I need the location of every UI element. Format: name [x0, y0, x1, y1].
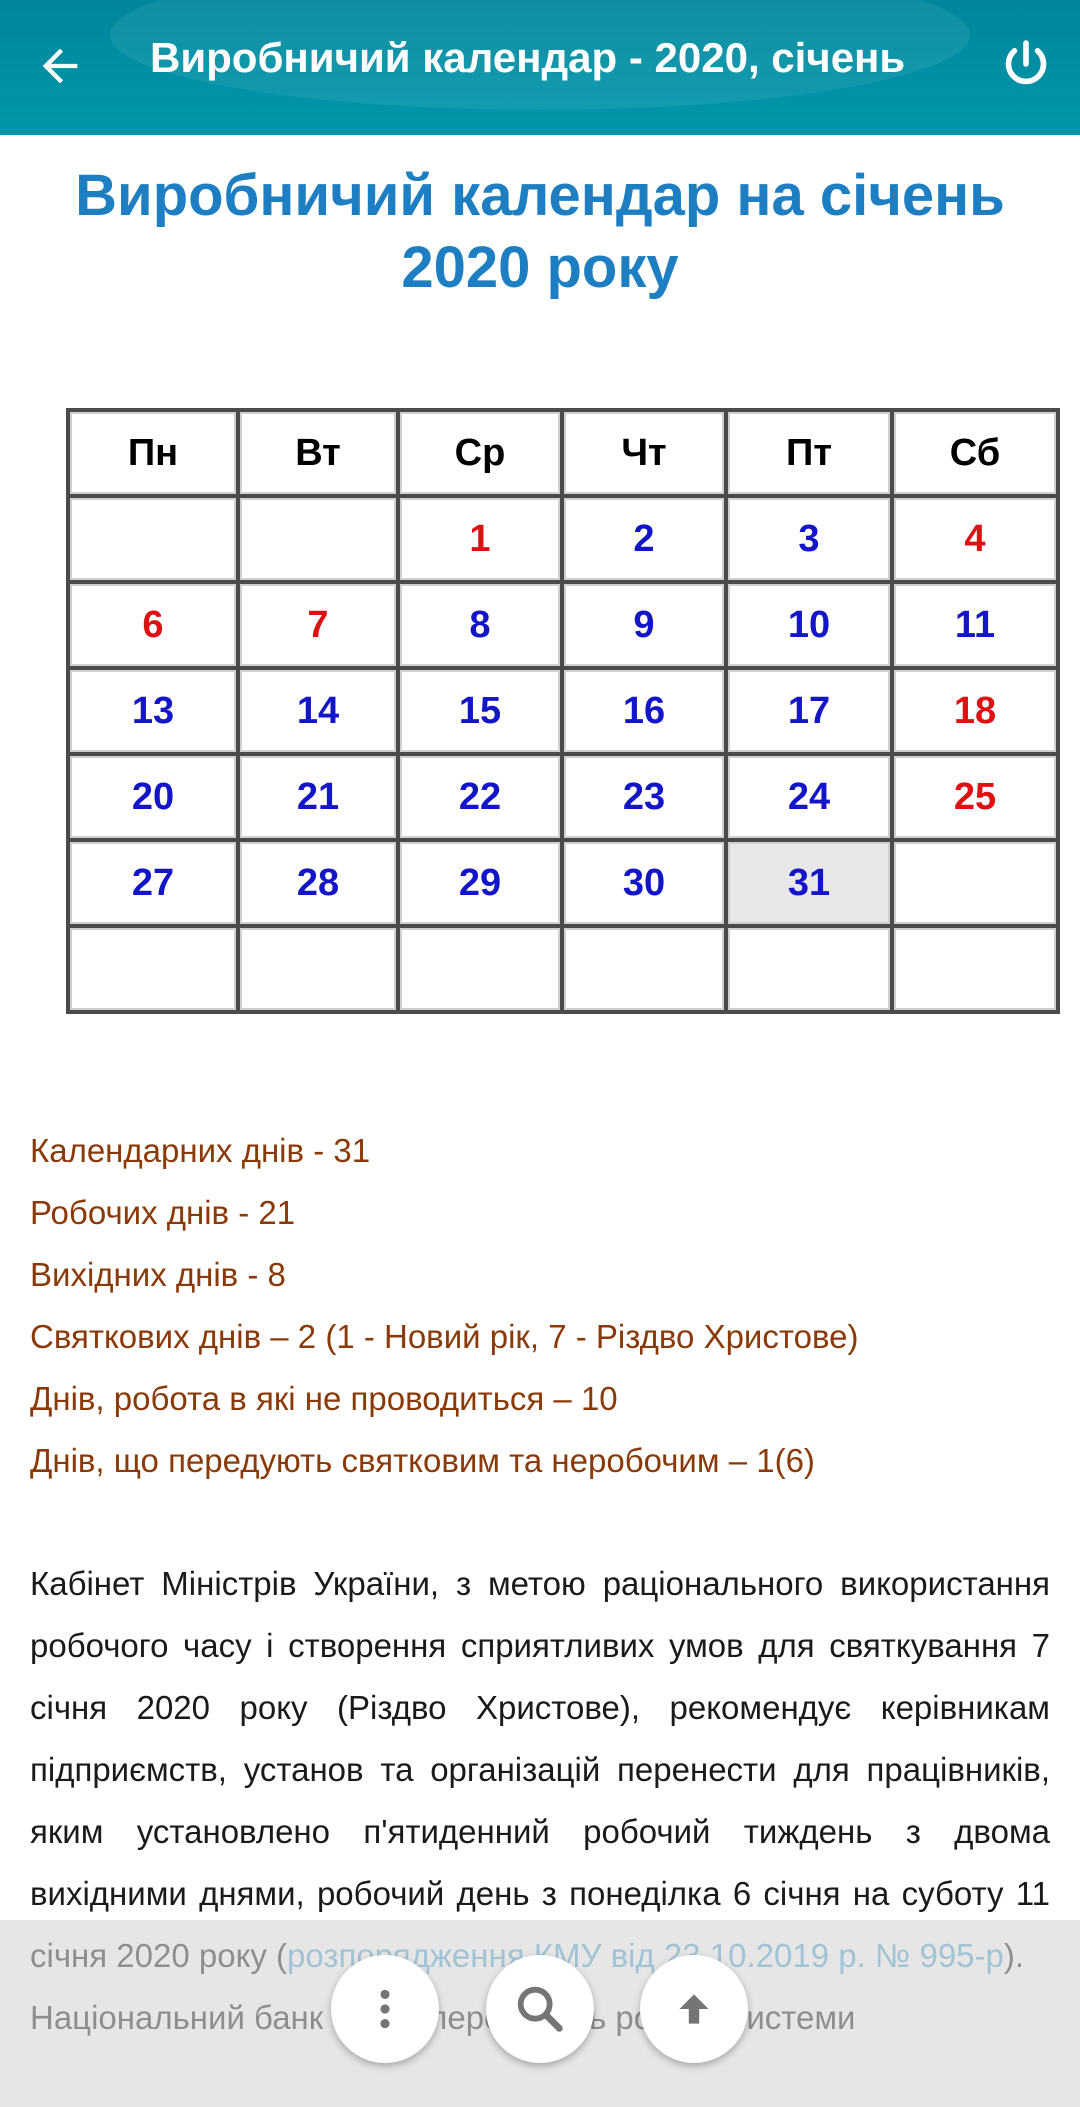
- calendar-empty-cell: [240, 928, 400, 1014]
- weekday-header: Вт: [240, 412, 400, 498]
- calendar-day-cell: 18: [894, 670, 1060, 756]
- calendar-empty-cell: [894, 928, 1060, 1014]
- calendar-day-cell: 11: [894, 584, 1060, 670]
- calendar-empty-cell: [400, 928, 564, 1014]
- power-button[interactable]: [990, 28, 1062, 100]
- weekday-header: Сб: [894, 412, 1060, 498]
- calendar-day-cell: 4: [894, 498, 1060, 584]
- month-stats: [30, 1120, 1050, 1492]
- search-icon: [511, 1980, 569, 2038]
- calendar-week-row: [70, 670, 1060, 756]
- arrow-left-icon: [34, 40, 86, 92]
- calendar-day-cell: 9: [564, 584, 728, 670]
- weekday-header: Ср: [400, 412, 564, 498]
- search-button[interactable]: [486, 1955, 594, 2063]
- calendar-day-cell: 27: [70, 842, 240, 928]
- calendar-day-cell: 31: [728, 842, 894, 928]
- stat-weekend-days: Вихідних днів - 8: [30, 1256, 286, 1293]
- app-bar: [0, 0, 1080, 135]
- calendar-day-cell: 25: [894, 756, 1060, 842]
- calendar-day-cell: 23: [564, 756, 728, 842]
- back-button[interactable]: [24, 30, 96, 102]
- calendar-body: [70, 498, 1060, 1014]
- calendar-day-cell: 15: [400, 670, 564, 756]
- calendar-day-cell: 6: [70, 584, 240, 670]
- calendar-header-row: [70, 412, 1060, 498]
- power-icon: [998, 36, 1054, 92]
- calendar-day-cell: 7: [240, 584, 400, 670]
- calendar-day-cell: 3: [728, 498, 894, 584]
- calendar-week-row: [70, 842, 1060, 928]
- calendar-day-cell: 28: [240, 842, 400, 928]
- stat-calendar-days: Календарних днів - 31: [30, 1132, 371, 1169]
- scroll-top-button[interactable]: [640, 1955, 748, 2063]
- calendar-day-cell: 30: [564, 842, 728, 928]
- weekday-header: Пн: [70, 412, 240, 498]
- page-title: Виробничий календар на січень 2020 року: [75, 163, 1005, 300]
- calendar-day-cell: 22: [400, 756, 564, 842]
- calendar-day-cell: 13: [70, 670, 240, 756]
- weekday-header: Пт: [728, 412, 894, 498]
- arrow-up-icon: [669, 1984, 719, 2034]
- calendar-empty-cell: [70, 928, 240, 1014]
- paragraph-text: Кабінет Міністрів України, з метою раціонального використання робочого часу і створення сприятливих умов для святкування 7 січня 2020 року (Різдво Христове), рекомендує керівникам підприємств, установ та організацій перенести для працівників, яким установлено п'ятиденний робочий тиждень з двома вихідними днями, робочий день з понеділка 6 січня на суботу 11: [30, 1565, 1050, 1912]
- calendar-day-cell: 29: [400, 842, 564, 928]
- calendar-empty-cell: [240, 498, 400, 584]
- stat-pre-holiday-days: Днів, що передують святковим та неробочим – 1(6): [30, 1442, 815, 1479]
- stat-nonworking-days: Днів, робота в які не проводиться – 10: [30, 1380, 618, 1417]
- calendar-day-cell: 16: [564, 670, 728, 756]
- calendar-empty-cell: [70, 498, 240, 584]
- calendar-week-row: [70, 498, 1060, 584]
- calendar-week-row: [70, 756, 1060, 842]
- calendar-day-cell: 21: [240, 756, 400, 842]
- calendar-day-cell: 17: [728, 670, 894, 756]
- calendar-day-cell: 1: [400, 498, 564, 584]
- calendar-day-cell: 8: [400, 584, 564, 670]
- calendar-empty-cell: [894, 842, 1060, 928]
- app-bar-title: Виробничий календар - 2020, січень: [150, 34, 906, 81]
- calendar-empty-cell: [564, 928, 728, 1014]
- calendar-week-row: [70, 584, 1060, 670]
- weekday-header: Чт: [564, 412, 728, 498]
- calendar-day-cell: 20: [70, 756, 240, 842]
- calendar-day-cell: 14: [240, 670, 400, 756]
- calendar-day-cell: 10: [728, 584, 894, 670]
- more-vertical-icon: [360, 1984, 410, 2034]
- calendar-day-cell: 24: [728, 756, 894, 842]
- menu-button[interactable]: [331, 1955, 439, 2063]
- calendar-week-row: [70, 928, 1060, 1014]
- stat-holiday-days: Святкових днів – 2 (1 - Новий рік, 7 - Різдво Христове): [30, 1318, 859, 1355]
- calendar-day-cell: 2: [564, 498, 728, 584]
- calendar-empty-cell: [728, 928, 894, 1014]
- stat-working-days: Робочих днів - 21: [30, 1194, 296, 1231]
- calendar-table: [66, 408, 1060, 1014]
